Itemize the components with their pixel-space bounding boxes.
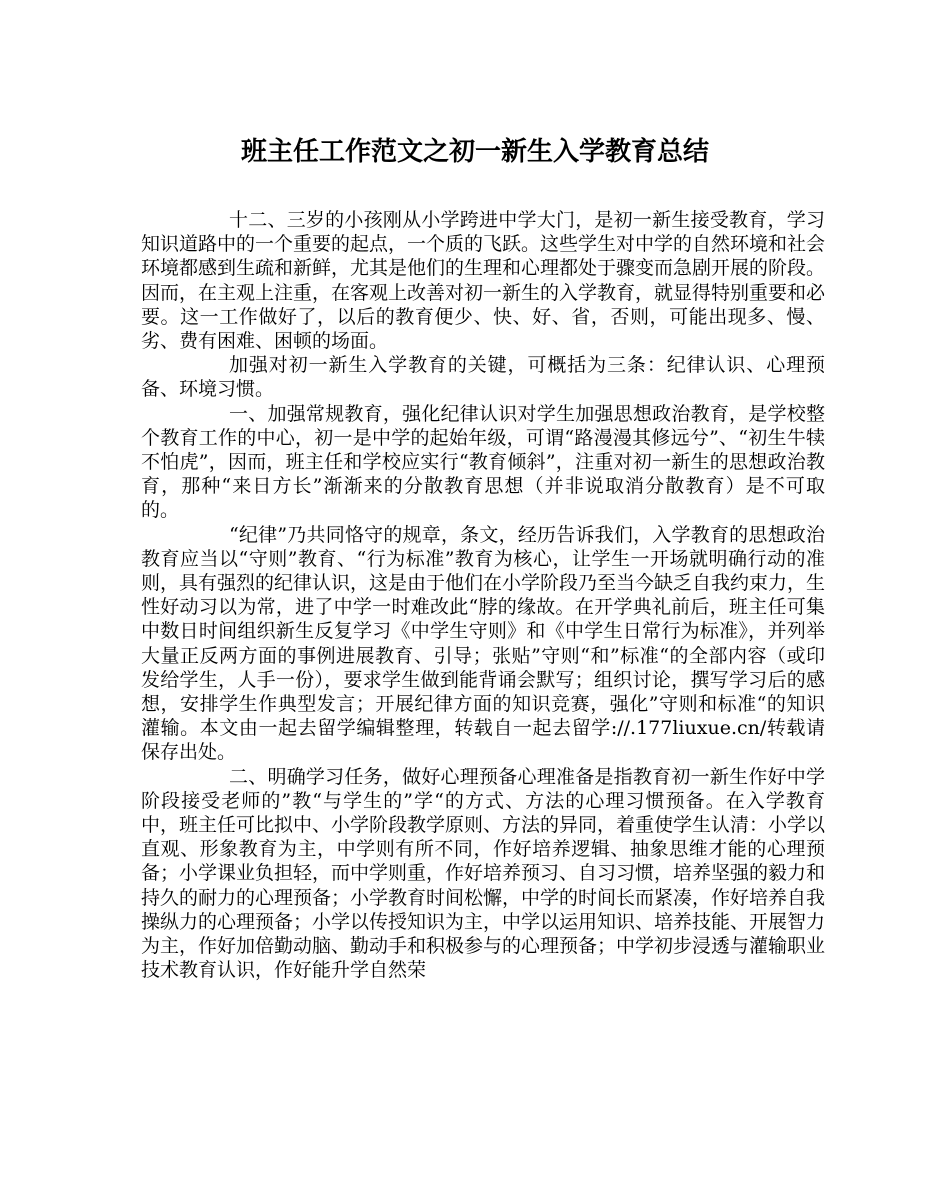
paragraph-3: 一、加强常规教育，强化纪律认识对学生加强思想政治教育，是学校整个教育工作的中心，初一是中学的起始年级，可谓“路漫漫其修远兮”、“初生牛犊不怕虎”，因而，班主任和学校应实行“教育倾斜”，注重对初一新生的思想政治教育，那种“来日方长”渐渐来的分散教育思想（并非说取消分散教育）是不可取的。 (141, 402, 825, 522)
paragraph-5: 二、明确学习任务，做好心理预备心理准备是指教育初一新生作好中学阶段接受老师的”教“与学生的”学“的方式、方法的心理习惯预备。在入学教育中，班主任可比拟中、小学阶段教学原则、方法的异同，着重使学生认清：小学以直观、形象教育为主，中学则有所不同，作好培养逻辑、抽象思维才能的心理预备；小学课业负担轻，而中学则重，作好培养预习、自习习惯，培养坚强的毅力和持久的耐力的心理预备；小学教育时间松懈，中学的时间长而紧凑，作好培养自我操纵力的心理预备；小学以传授知识为主，中学以运用知识、培养技能、开展智力为主，作好加倍勤动脑、勤动手和积极参与的心理预备；中学初步浸透与灌输职业技术教育认识，作好能升学自然荣 (141, 765, 826, 982)
document-title: 班主任工作范文之初一新生入学教育总结 (240, 137, 709, 167)
document-body (141, 208, 825, 983)
paragraph-2: 加强对初一新生入学教育的关键，可概括为三条：纪律认识、心理预备、环境习惯。 (141, 354, 825, 401)
paragraph-4: “纪律”乃共同恪守的规章，条文，经历告诉我们，入学教育的思想政治教育应当以“守则”教育、“行为标准”教育为核心，让学生一开场就明确行动的准则，具有强烈的纪律认识，这是由于他们在小学阶段乃至当今缺乏自我约束力，生性好动习以为常，进了中学一时难改此“脖的缘故。在开学典礼前后，班主任可集中数日时间组织新生反复学习《中学生守则》和《中学生日常行为标准》，并列举大量正反两方面的事例进展教育、引导；张贴”守则“和”标准“的全部内容（或印发给学生，人手一份），要求学生做到能背诵会默写；组织讨论，撰写学习后的感想，安排学生作典型发言；开展纪律方面的知识竞赛，强化”守则和标准“的知识灌输。本文由一起去留学编辑整理，转载自一起去留学://.177liuxue.cn/转载请保存出处。 (141, 523, 826, 764)
paragraph-1: 十二、三岁的小孩刚从小学跨进中学大门，是初一新生接受教育，学习知识道路中的一个重要的起点，一个质的飞跃。这些学生对中学的自然环境和社会环境都感到生疏和新鲜，尤其是他们的生理和心理都处于骤变而急剧开展的阶段。因而，在主观上注重，在客观上改善对初一新生的入学教育，就显得特别重要和必要。这一工作做好了，以后的教育便少、快、好、省，否则，可能出现多、慢、劣、费有困难、困顿的场面。 (141, 209, 826, 353)
